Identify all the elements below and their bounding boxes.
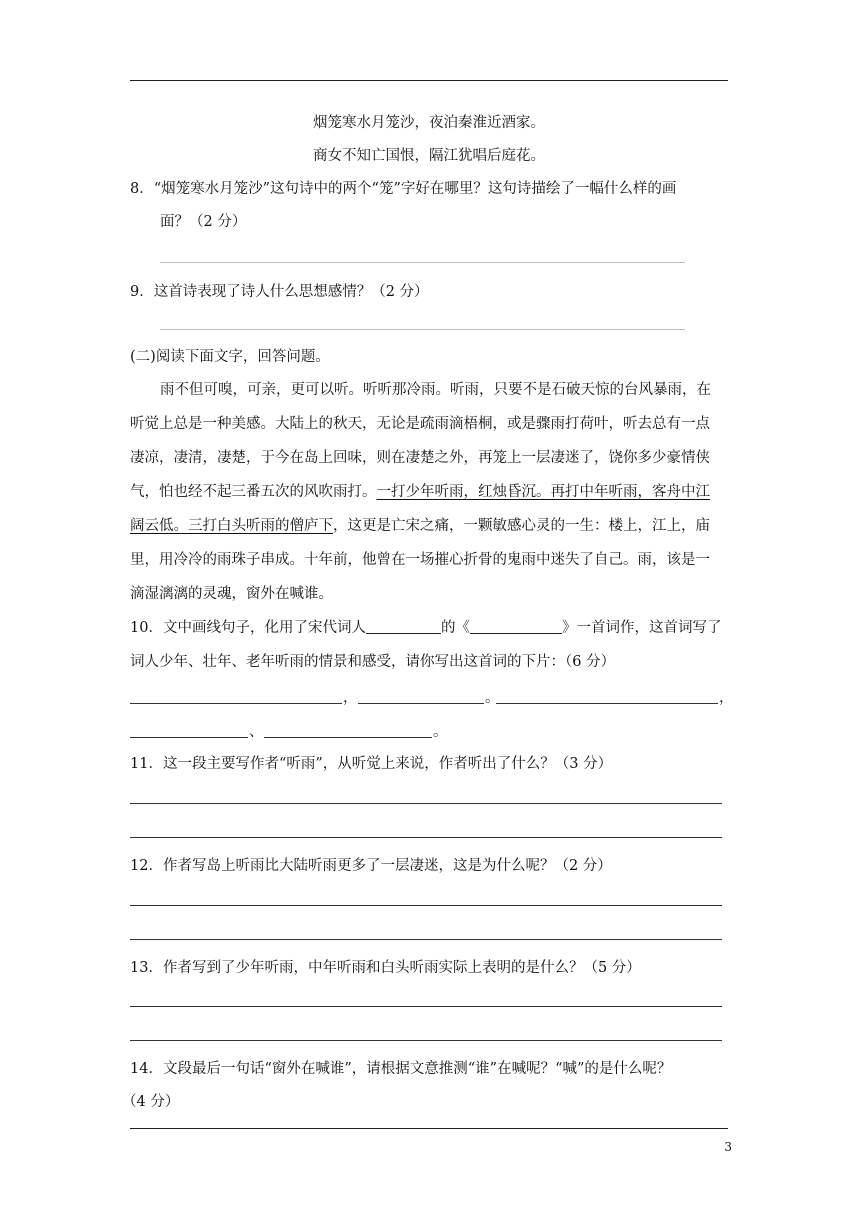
section-2-heading: (二)阅读下面文字，回答问题。 [130,349,330,365]
question-10-text-a: 10．文中画线句子，化用了宋代词人 [130,620,366,636]
question-14-line-2: （4 分） [122,1094,180,1110]
period-1: 。 [485,690,500,706]
question-14-line-1: 14．文段最后一句话“窗外在喊谁”，请根据文意推测“谁”在喊呢？“喊”的是什么呢？ [130,1061,672,1077]
poem-line-2: 商女不知亡国恨，隔江犹唱后庭花。 [313,148,545,164]
passage-line-4 [130,482,710,502]
question-8-line-2: 面？（2 分） [160,214,247,230]
question-11: 11．这一段主要写作者“听雨”，从听觉上来说，作者听出了什么？（3 分） [130,756,613,772]
period-2: 。 [433,724,448,740]
answer-blank-q10-3[interactable] [496,703,718,704]
answer-line-q8[interactable] [160,262,685,263]
passage-line-7: 滴湿漓漓的灵魂，窗外在喊谁。 [130,586,333,602]
comma-2: ， [719,690,734,706]
comma-1: ， [343,690,358,706]
question-10-text-b: 的《 [440,620,470,636]
underlined-sentence-part-1: 一打少年听雨，红烛昏沉。再打中年听雨，客舟中江 [376,484,710,500]
answer-line-q12-2[interactable] [130,939,722,940]
passage-line-2: 听觉上总是一种美感。大陆上的秋天，无论是疏雨滴梧桐，或是骤雨打荷叶，听去总有一点 [130,416,710,432]
answer-line-q12-1[interactable] [130,905,722,906]
answer-line-q13-2[interactable] [130,1040,722,1041]
passage-line-3: 凄凉，凄清，凄楚，于今在岛上回味，则在凄楚之外，再笼上一层凄迷了，饶你多少豪情侠 [130,450,710,466]
blank-poet-name[interactable] [366,619,441,634]
answer-blank-q10-5[interactable] [264,737,432,738]
question-10-line-1 [130,618,721,638]
answer-blank-q10-2[interactable] [358,703,484,704]
poem-line-1: 烟笼寒水月笼沙，夜泊秦淮近酒家。 [313,115,545,131]
page-number: 3 [724,1140,732,1154]
question-10-line-2: 词人少年、壮年、老年听雨的情景和感受，请你写出这首词的下片：（6 分） [130,654,616,670]
answer-line-q9[interactable] [160,329,685,330]
header-rule [130,80,728,81]
passage-line-5-text: ，这更是亡宋之痛，一颗敏感心灵的一生：楼上，江上，庙 [333,518,710,534]
underlined-sentence-part-2: 阔云低。三打白头听雨的僧庐下 [130,518,333,534]
answer-blank-q10-4[interactable] [130,737,248,738]
passage-line-1: 雨不但可嗅，可亲，更可以听。听听那冷雨。听雨，只要不是石破天惊的台风暴雨，在 [160,382,711,398]
passage-line-5 [130,516,710,536]
passage-line-4-text: 气，怕也经不起三番五次的风吹雨打。 [130,484,377,500]
answer-line-q13-1[interactable] [130,1006,722,1007]
question-13: 13．作者写到了少年听雨，中年听雨和白头听雨实际上表明的是什么？（5 分） [130,960,641,976]
question-12: 12．作者写岛上听雨比大陆听雨更多了一层凄迷，这是为什么呢？（2 分） [130,858,612,874]
answer-line-q11-2[interactable] [130,837,722,838]
enumeration-comma: 、 [249,724,264,740]
blank-poem-title[interactable] [470,619,562,634]
answer-blank-q10-1[interactable] [130,703,342,704]
passage-line-6: 里，用冷冷的雨珠子串成。十年前，他曾在一场摧心折骨的鬼雨中迷失了自己。雨，该是一 [130,552,710,568]
question-8-line-1: 8．“烟笼寒水月笼沙”这句诗中的两个“笼”字好在哪里？这句诗描绘了一幅什么样的画 [130,181,677,197]
footer-rule [130,1128,728,1129]
question-10-text-c: 》一首词作，这首词写了 [561,620,722,636]
answer-line-q11-1[interactable] [130,803,722,804]
question-9: 9．这首诗表现了诗人什么思想感情？（2 分） [130,284,429,300]
